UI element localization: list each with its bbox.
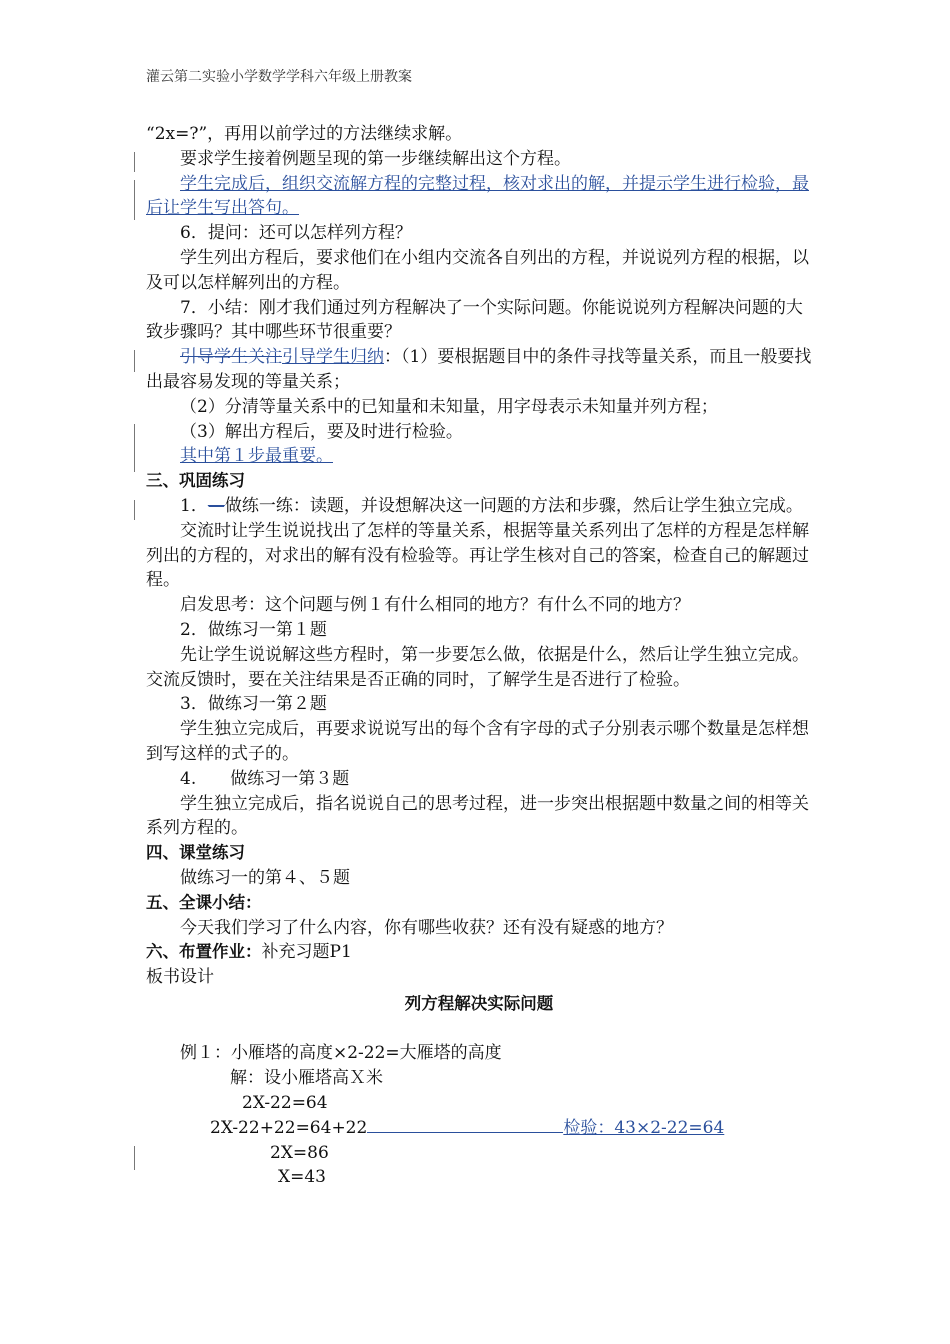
revision-bar xyxy=(134,350,135,372)
inserted-paragraph: 学生完成后，组织交流解方程的完整过程，核对求出的解，并提示学生进行检验，最后让学生写出答句。 xyxy=(146,173,809,219)
paragraph: 做练习一的第４、５题 xyxy=(180,867,350,888)
paragraph: 先让学生说说解这些方程时，第一步要怎么做，依据是什么，然后让学生独立完成。交流反馈时，要在关注结果是否正确的同时，了解学生是否进行了检验。 xyxy=(146,644,809,690)
revision-bar xyxy=(134,180,135,220)
revision-bar xyxy=(134,152,135,172)
paragraph: 学生列出方程后，要求他们在小组内交流各自列出的方程，并说说列方程的根据，以及可以怎样解列出的方程。 xyxy=(146,247,809,293)
paragraph: “2x=?”，再用以前学过的方法继续求解。 xyxy=(146,124,463,144)
revision-bar xyxy=(134,500,135,520)
equation-line: 2X=86 xyxy=(270,1142,329,1163)
section-heading: 四、课堂练习 xyxy=(146,843,245,863)
inserted-text: 引导学生归纳 xyxy=(282,347,384,368)
revision-bar xyxy=(134,1146,135,1170)
paragraph: 3．做练习一第２题 xyxy=(180,694,327,715)
paragraph: 6．提问：还可以怎样列方程？ xyxy=(180,223,412,244)
section-heading: 三、巩固练习 xyxy=(146,471,245,491)
paragraph: 学生独立完成后，再要求说说写出的每个含有字母的式子分别表示哪个数量是怎样想到写这样的式子的。 xyxy=(146,719,809,764)
equation-line: 例１：小雁塔的高度×2-22=大雁塔的高度 xyxy=(180,1043,502,1064)
page-header: 灌云第二实验小学数学学科六年级上册教案 xyxy=(146,69,412,85)
paragraph: （3）解出方程后，要及时进行检验。 xyxy=(180,421,463,442)
paragraph: 今天我们学习了什么内容，你有哪些收获？还有没有疑惑的地方？ xyxy=(180,917,673,938)
paragraph: （2）分清等量关系中的已知量和未知量，用字母表示未知量并列方程； xyxy=(180,396,718,417)
paragraph xyxy=(146,345,812,395)
deleted-text: 引导学生关注 xyxy=(180,347,282,368)
spacer xyxy=(146,1017,812,1042)
deleted-text: — xyxy=(207,495,225,516)
paragraph: 板书设计 xyxy=(146,967,214,988)
revision-bar xyxy=(134,424,135,472)
paragraph xyxy=(146,444,812,469)
section-heading: 五、全课小结： xyxy=(146,892,262,912)
paragraph: 学生独立完成后，指名说说自己的思考过程，进一步突出根据题中数量之间的相等关系列方程的。 xyxy=(146,793,809,839)
underline-blank xyxy=(367,1120,563,1133)
paragraph-text: ：（1）要根据题目中的条件寻找等量关系，而且一般要找出最容易发现的等量关系； xyxy=(146,347,812,392)
equation-text: 2X-22+22=64+22 xyxy=(210,1117,368,1138)
board-title: 列方程解决实际问题 xyxy=(404,993,554,1013)
paragraph: 7．小结：刚才我们通过列方程解决了一个实际问题。你能说说列方程解决问题的大致步骤吗？其中哪些环节很重要？ xyxy=(146,297,803,343)
paragraph-text: 补充习题P1 xyxy=(261,942,352,963)
inserted-text: 其中第１步最重要。 xyxy=(180,446,333,467)
paragraph: 交流时让学生说说找出了怎样的等量关系，根据等量关系列出了怎样的方程是怎样解列出的方程的，对求出的解有没有检验等。再让学生核对自己的答案，检查自己的解题过程。 xyxy=(146,520,809,591)
equation-line: 解：设小雁塔高Ｘ米 xyxy=(230,1068,383,1089)
equation-line: 2X-22=64 xyxy=(242,1093,328,1114)
equation-line: X=43 xyxy=(278,1167,326,1188)
paragraph-text: 做练一练：读题，并设想解决这一问题的方法和步骤，然后让学生独立完成。 xyxy=(224,495,803,516)
section-heading: 六、布置作业： xyxy=(146,942,262,962)
item-number: 1． xyxy=(180,495,208,516)
paragraph: 4. 做练习一第３题 xyxy=(180,768,350,789)
paragraph xyxy=(146,494,812,519)
paragraph: 2．做练习一第１题 xyxy=(180,619,327,640)
document-body xyxy=(146,122,812,1190)
equation-line xyxy=(146,1116,812,1141)
paragraph: 要求学生接着例题呈现的第一步继续解出这个方程。 xyxy=(180,148,571,169)
paragraph: 启发思考：这个问题与例１有什么相同的地方？有什么不同的地方？ xyxy=(180,595,690,616)
section-heading-line xyxy=(146,940,812,965)
check-text: 检验：43×2-22=64 xyxy=(563,1117,725,1138)
